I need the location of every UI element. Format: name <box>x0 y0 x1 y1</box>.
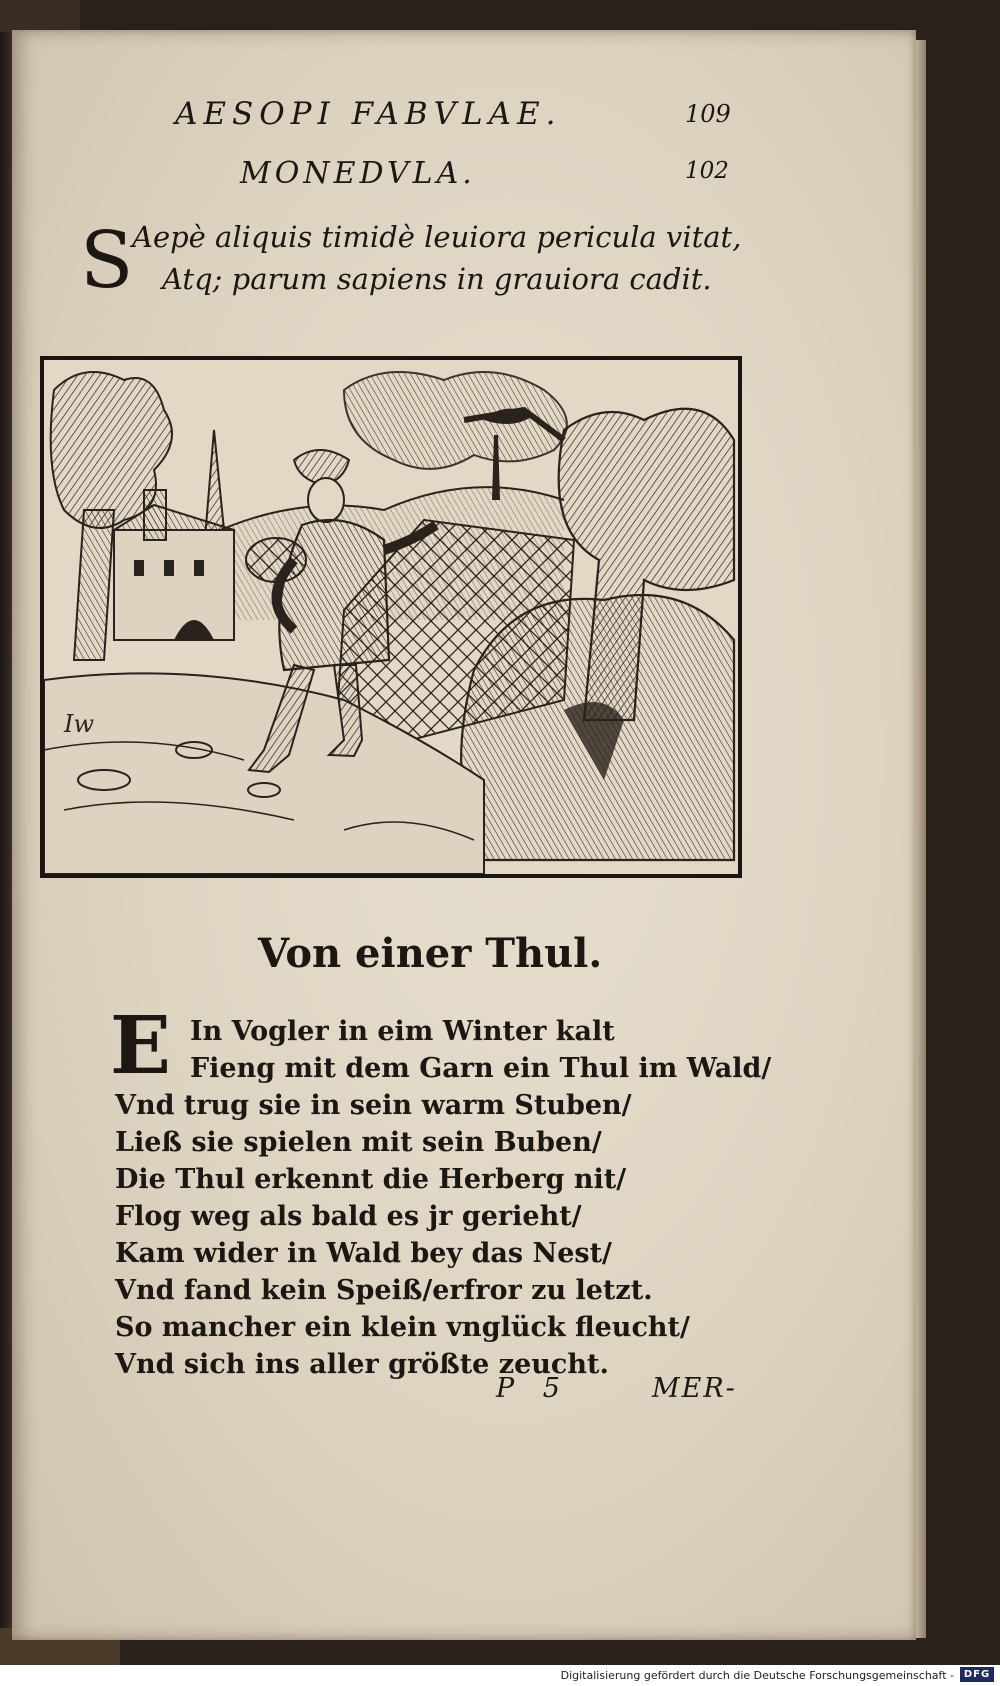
german-verse-line: Vnd sich ins aller größte zeucht. <box>115 1349 609 1380</box>
dfg-logo-icon: DFG <box>960 1667 994 1682</box>
funding-notice: Digitalisierung gefördert durch die Deutsche Forschungsgemeinschaft - <box>560 1669 954 1682</box>
german-drop-initial: E <box>110 998 171 1092</box>
latin-verse-line: Atq; parum sapiens in grauiora cadit. <box>162 262 712 296</box>
catchword: MER- <box>652 1373 737 1404</box>
german-verse-line: Vnd fand kein Speiß/erfror zu letzt. <box>115 1275 653 1306</box>
page-number: 109 <box>685 100 731 128</box>
german-verse-line: Die Thul erkennt die Herberg nit/ <box>115 1164 627 1195</box>
german-verse-line: Fieng mit dem Garn ein Thul im Wald/ <box>190 1053 772 1084</box>
german-verse-line: In Vogler in eim Winter kalt <box>190 1016 615 1047</box>
latin-drop-initial: S <box>80 216 134 306</box>
fable-title: MONEDVLA. <box>240 156 476 191</box>
german-verse-line: So mancher ein klein vnglück fleucht/ <box>115 1312 690 1343</box>
woodcut-monogram: Iw <box>64 710 95 738</box>
signature-mark: P 5 <box>496 1373 570 1404</box>
book-cover-edge <box>0 0 80 32</box>
latin-verse-line: Aepè aliquis timidè leuiora pericula vitat, <box>132 220 742 254</box>
german-verse-line: Ließ sie spielen mit sein Buben/ <box>115 1127 602 1158</box>
german-verse-line: Flog weg als bald es jr gerieht/ <box>115 1201 582 1232</box>
fable-number: 102 <box>685 158 729 184</box>
page-fore-edge <box>916 40 926 1638</box>
woodcut-bird-catcher-scene <box>44 360 738 874</box>
german-verse-line: Kam wider in Wald bey das Nest/ <box>115 1238 612 1269</box>
running-title: AESOPI FABVLAE. <box>175 96 562 132</box>
german-verse-line: Vnd trug sie in sein warm Stuben/ <box>115 1090 632 1121</box>
woodcut-illustration <box>40 356 742 878</box>
german-title: Von einer Thul. <box>258 930 603 977</box>
